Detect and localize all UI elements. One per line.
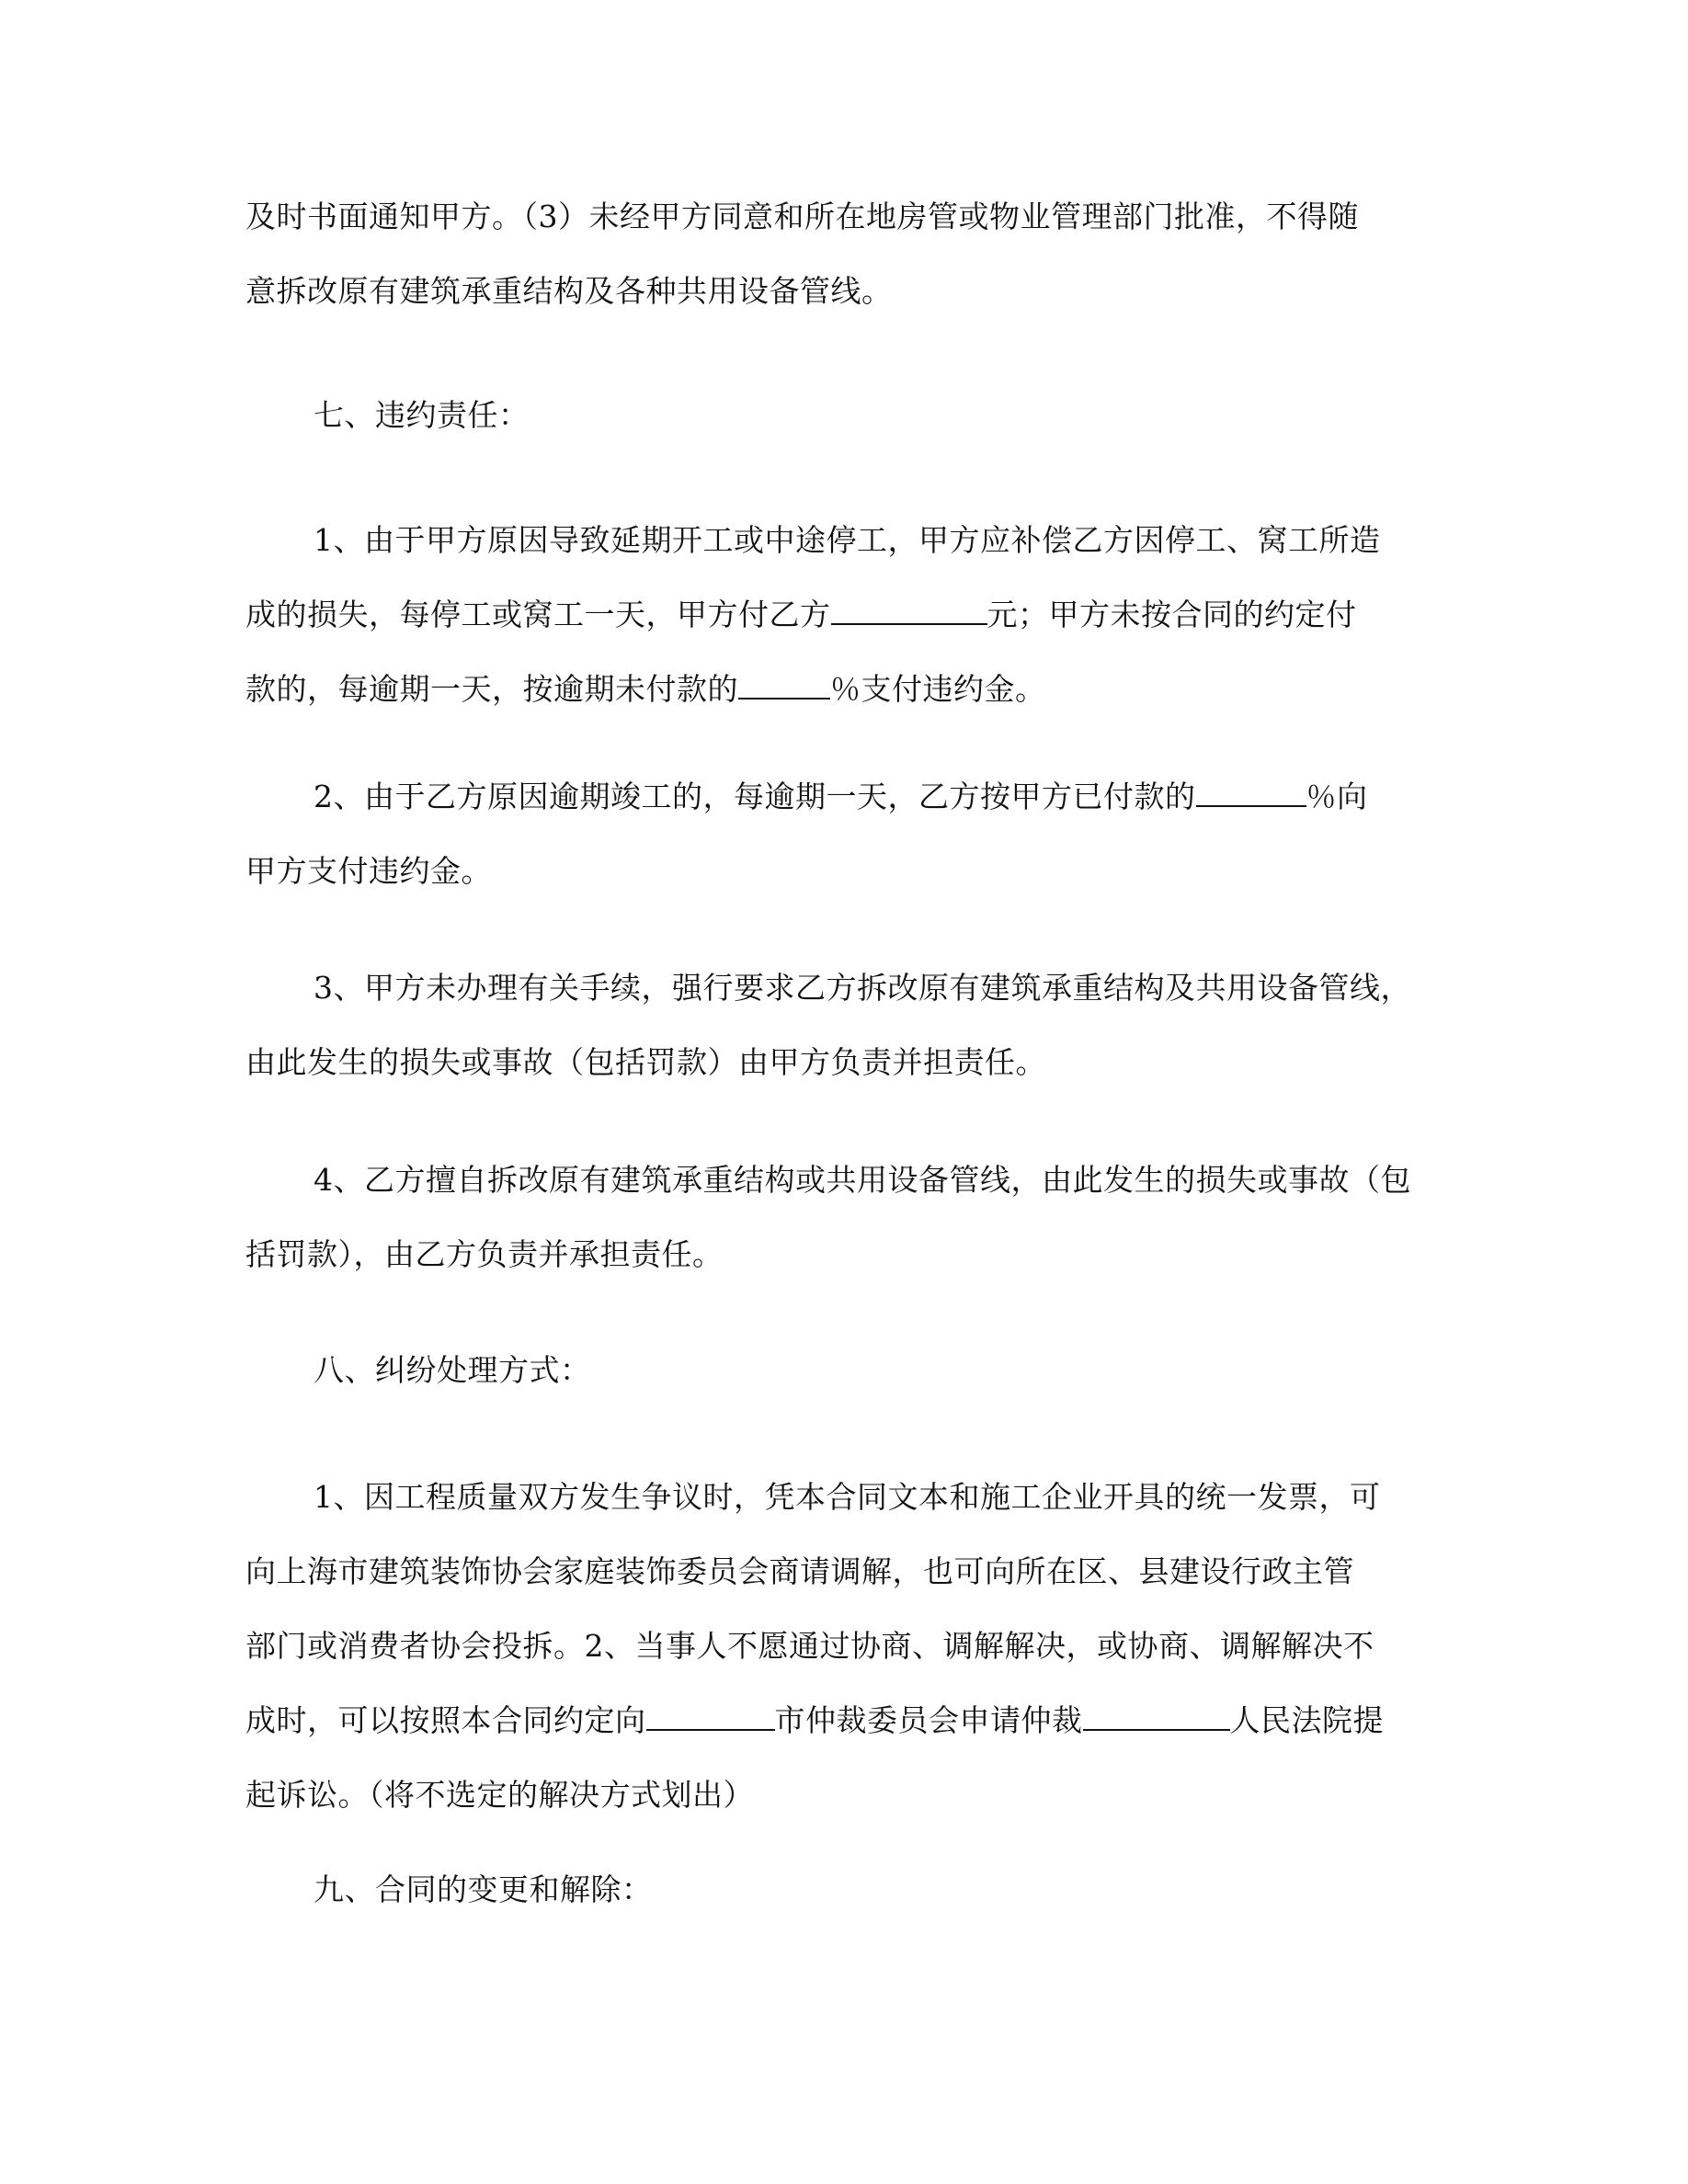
text-line [245,652,1431,726]
paragraph-clause-7-2 [245,759,1431,908]
text-line [245,759,1431,834]
text-line: 括罚款），由乙方负责并承担责任。 [245,1236,724,1272]
text-segment: 款的，每逾期一天，按逾期未付款的 [245,671,738,707]
fill-in-blank [831,597,987,625]
text-segment: ％支付违约金。 [830,671,1046,707]
section-heading-8 [245,1333,1431,1407]
text-line: 甲方支付违约金。 [245,853,492,889]
text-line: 部门或消费者协会投拆。2、当事人不愿通过协商、调解解决，或协商、调解解决不 [245,1628,1374,1664]
text-segment: 2、由于乙方原因逾期竣工的，每逾期一天，乙方按甲方已付款的 [314,779,1196,814]
text-segment: 成时，可以按照本合同约定向 [245,1702,646,1738]
text-line: 3、甲方未办理有关手续，强行要求乙方拆改原有建筑承重结构及共用设备管线， [314,970,1411,1006]
heading-text: 九、合同的变更和解除： [314,1871,653,1907]
section-heading-7 [245,378,1431,452]
paragraph-clause-8 [245,1460,1431,1832]
text-line: 向上海市建筑装饰协会家庭装饰委员会商请调解，也可向所在区、县建设行政主管 [245,1553,1354,1589]
fill-in-blank [1083,1703,1230,1731]
text-line: 意拆改原有建筑承重结构及各种共用设备管线。 [245,273,893,309]
heading-text: 七、违约责任： [314,397,530,433]
text-line [245,1683,1431,1757]
text-segment: 元；甲方未按合同的约定付 [987,597,1357,632]
paragraph-clause-7-1 [245,503,1431,726]
text-segment: 市仲裁委员会申请仲裁 [774,1702,1083,1738]
text-line: 4、乙方擅自拆改原有建筑承重结构或共用设备管线，由此发生的损失或事故（包 [314,1162,1411,1198]
paragraph-clause-7-3 [245,950,1431,1099]
text-segment: ％向 [1306,779,1368,814]
text-segment: 成的损失，每停工或窝工一天，甲方付乙方 [245,597,831,632]
paragraph-continuation [245,179,1431,328]
text-line: 及时书面通知甲方。（3）未经甲方同意和所在地房管或物业管理部门批准，不得随 [245,199,1359,234]
text-line: 起诉讼。（将不选定的解决方式划出） [245,1777,754,1813]
fill-in-blank [1196,779,1306,807]
paragraph-clause-7-4 [245,1143,1431,1291]
text-segment: 人民法院提 [1229,1702,1384,1738]
text-line: 1、因工程质量双方发生争议时，凭本合同文本和施工企业开具的统一发票，可 [314,1479,1381,1515]
section-heading-9 [245,1852,1431,1927]
heading-text: 八、纠纷处理方式： [314,1352,591,1388]
text-line: 1、由于甲方原因导致延期开工或中途停工，甲方应补偿乙方因停工、窝工所造 [314,522,1381,558]
fill-in-blank [738,672,830,700]
text-line: 由此发生的损失或事故（包括罚款）由甲方负责并担责任。 [245,1044,1046,1080]
fill-in-blank [646,1703,775,1731]
text-line [245,577,1431,652]
